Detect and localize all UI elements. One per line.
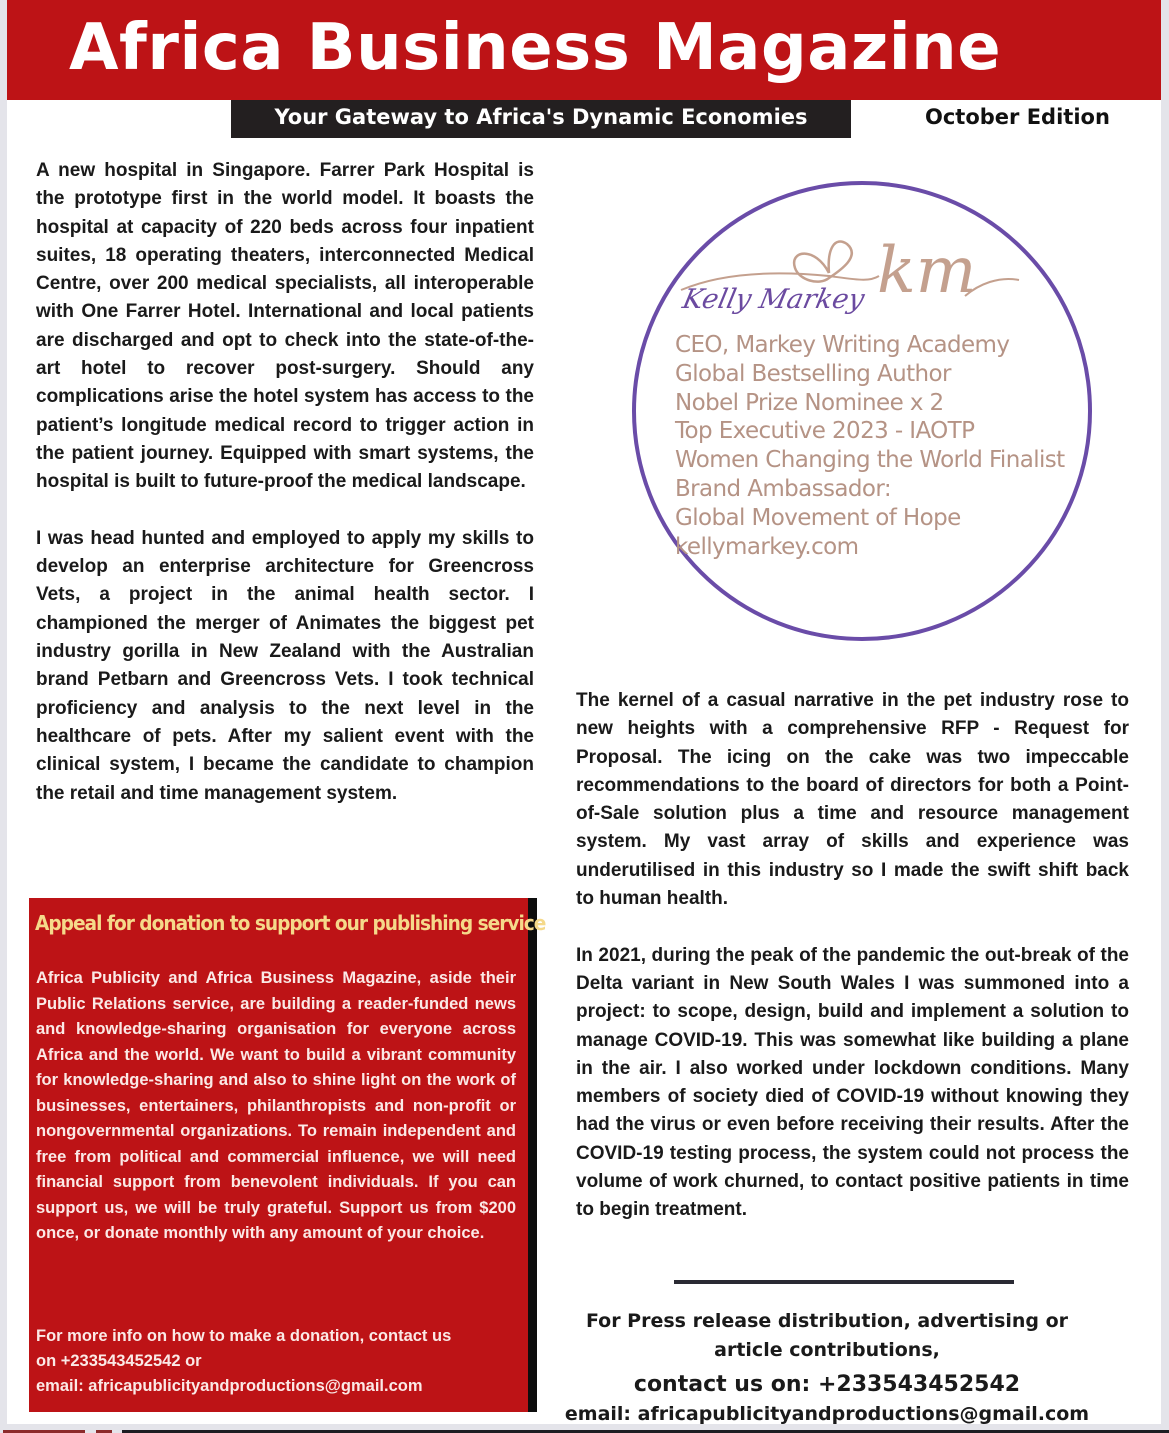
monogram-km: km [877, 234, 977, 308]
badge-credentials [675, 331, 1065, 561]
donation-appeal-box [29, 898, 546, 1412]
right-article-column [576, 687, 1129, 1225]
appeal-contact-phone[interactable]: on +233543452542 or [36, 1352, 202, 1370]
article-paragraph: The kernel of a casual narrative in the pet industry rose to new heights with a comprehensive RFP - Request for Proposal. The icing on the cake was two impeccable recommendations to the board of directors for both a Point-of-Sale solution plus a time and resource management system. My vast array of skills and experience was underutilised in this industry so I made the swift shift back to human health. [576, 690, 1129, 910]
credential-line: CEO, Markey Writing Academy [675, 332, 1010, 358]
signature-name: Kelly Markey [679, 284, 868, 315]
credential-line: Global Bestselling Author [675, 360, 951, 387]
appeal-paragraph: Africa Publicity and Africa Business Magazine, aside their Public Relations service, are building a reader-funded news and knowledge-sharing organisation for everyone across Africa and the world. We want to build a vibrant community for knowledge-sharing and also to shine light on the work of businesses, entertainers, philanthropists and non-profit or nongovernmental organizations. To remain independent and free from political and commercial influence, we will need financial support from benevolent individuals. If you can support us, we will be truly grateful. Support us from $200 once, or donate monthly with any amount of your choice. [36, 969, 516, 1242]
credential-line: Global Movement of Hope [675, 504, 961, 531]
left-article-column [36, 157, 534, 808]
tagline-bar: Your Gateway to Africa's Dynamic Economies [231, 100, 851, 138]
article-paragraph: A new hospital in Singapore. Farrer Park Hospital is the prototype first in the world model. It boasts the hospital at capacity of 220 beds across four inpatient suites, 18 operating theaters, interconnected Medical Centre, over 200 medical specialists, all interoperable with One Farrer Hotel. International and local patients are discharged and opt to check into the state-of-the-art hotel to recover post-surgery. Should any complications arise the hotel system has access to the patient’s longitude medical record to trigger action in the patient journey. Equipped with smart systems, the hospital is built to future-proof the medical landscape. [36, 160, 534, 493]
credential-line: Top Executive 2023 - IAOTP [675, 418, 975, 445]
appeal-contact-line: For more info on how to make a donation, contact us [36, 1327, 452, 1345]
appeal-heading: Appeal for donation to support our publishing service [35, 911, 546, 935]
press-info-line: For Press release distribution, advertising or [585, 1310, 1069, 1332]
appeal-body [36, 966, 516, 1247]
badge-website-link[interactable]: kellymarkey.com [675, 533, 859, 560]
credential-line: Women Changing the World Finalist [675, 447, 1065, 474]
appeal-contact [36, 1324, 516, 1399]
edition-label: October Edition [925, 105, 1110, 129]
press-email[interactable]: email: africapublicityandproductions@gmail.com [564, 1403, 1090, 1424]
press-phone[interactable]: contact us on: +233543452542 [633, 1372, 1021, 1397]
press-contact-block [564, 1307, 1090, 1424]
article-paragraph: I was head hunted and employed to apply my skills to develop an enterprise architecture for Greencross Vets, a project in the animal health sector. I championed the merger of Animates the biggest pet industry gorilla in New Zealand with the Australian brand Petbarn and Greencross Vets. I took technical proficiency and analysis to the next level in the healthcare of pets. After my salient event with the clinical system, I became the candidate to champion the retail and time management system. [36, 527, 534, 804]
masthead-banner [7, 0, 1161, 100]
magazine-title: Africa Business Magazine [69, 11, 1002, 85]
appeal-contact-email[interactable]: email: africapublicityandproductions@gmail.com [36, 1377, 423, 1395]
article-paragraph: In 2021, during the peak of the pandemic the out-break of the Delta variant in New South Wales I was summoned into a project: to scope, design, build and implement a solution to manage COVID-19. This was somewhat like building a plane in the air. I also worked under lockdown conditions. Many members of society died of COVID-19 without knowing they had the virus or even before receiving their results. After the COVID-19 testing process, the system could not process the volume of work churned, to contact positive patients in time to begin treatment. [576, 944, 1129, 1221]
section-divider [674, 1280, 1014, 1284]
credential-line: Nobel Prize Nominee x 2 [675, 389, 944, 416]
credential-line: Brand Ambassador: [675, 475, 891, 502]
press-info-line: article contributions, [714, 1339, 940, 1361]
magazine-page [7, 0, 1161, 1424]
